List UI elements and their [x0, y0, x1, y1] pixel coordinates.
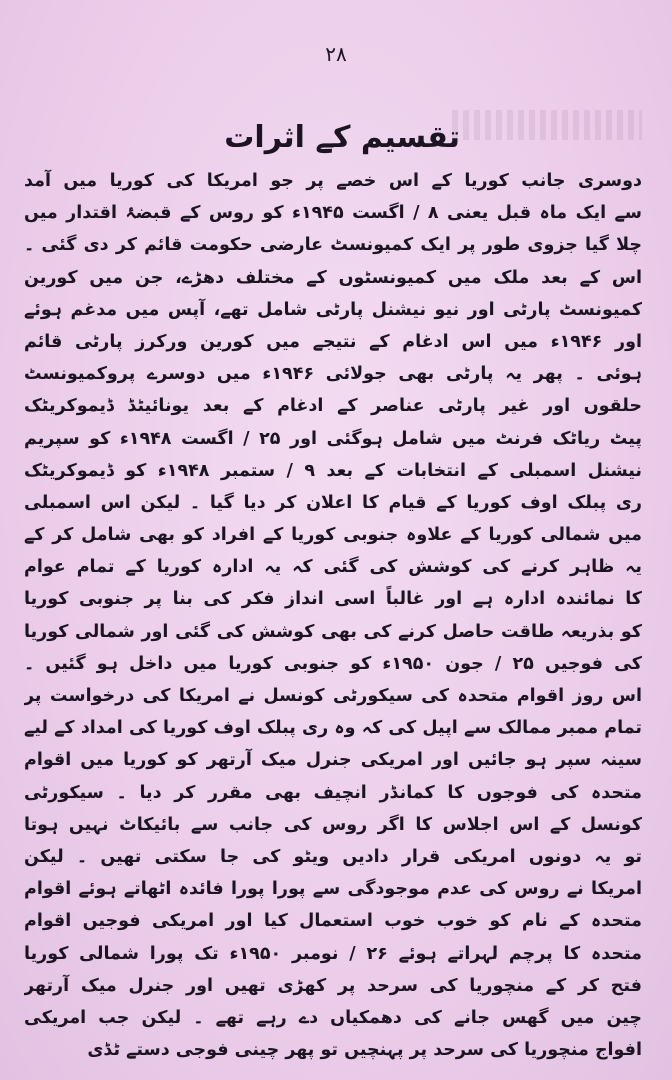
- text-line: کونسل کے اس اجلاس کا اگر روس کی جانب سے بائیکاٹ نہیں ہوتا: [24, 814, 642, 835]
- text-line: اس کے بعد ملک میں کمیونسٹوں کے مختلف دھڑے، جن میں کورین: [24, 267, 642, 288]
- text-line: تمام ممبر ممالک سے اپیل کی کہ وہ ری پبلک اوف کوریا کی امداد کے لیے: [24, 718, 642, 739]
- text-line: متحدہ کا پرچم لہراتے ہوئے ۲۶ / نومبر ۱۹۵۰ء تک پورا شمالی کوریا: [24, 943, 642, 964]
- text-line: کو بذریعہ طاقت حاصل کرنے کی بھی کوشش کی گئی اور شمالی کوریا: [24, 621, 642, 642]
- text-line: کی فوجیں ۲۵ / جون ۱۹۵۰ء کو جنوبی کوریا میں داخل ہو گئیں ۔: [24, 653, 642, 674]
- text-line: چین میں گھس جانے کی دھمکیاں دے رہے تھے ۔ لیکن جب امریکی: [24, 1007, 642, 1028]
- text-line: فتح کر کے منچوریا کی سرحد پر کھڑی تھیں اور جنرل میک آرتھر: [24, 975, 642, 996]
- text-line: پیٹ ریاٹک فرنٹ میں شامل ہوگئی اور ۲۵ / اگست ۱۹۴۸ء کو سپریم: [24, 428, 642, 449]
- text-line: امریکا نے روس کی عدم موجودگی سے پورا پورا فائدہ اٹھاتے ہوئے اقوام: [24, 879, 642, 900]
- text-line: افواج منچوریا کی سرحد پر پہنچیں تو پھر چینی فوجی دستے ٹڈی: [87, 1040, 642, 1061]
- text-line: تو یہ دونوں امریکی قرار دادیں ویٹو کی جا سکتی تھیں ۔ لیکن: [24, 846, 642, 867]
- body-paragraph: [24, 165, 642, 1066]
- text-line: اور ۱۹۴۶ء میں اس ادغام کے نتیجے میں کورین ورکرز پارٹی قائم: [24, 331, 642, 352]
- bleed-through-text: [452, 110, 642, 140]
- text-line: ہوئی ۔ پھر یہ پارٹی بھی جولائی ۱۹۴۶ء میں دوسرے پروکمیونسٹ: [24, 364, 642, 385]
- text-line: نیشنل اسمبلی کے انتخابات کے بعد ۹ / ستمبر ۱۹۴۸ء کو ڈیموکریٹک: [24, 460, 642, 481]
- page-number: ۲۸: [325, 42, 347, 66]
- section-heading: تقسیم کے اثرات: [224, 120, 460, 155]
- text-line: چلا گیا جزوی طور پر ایک کمیونسٹ عارضی حکومت قائم کر دی گئی ۔: [24, 235, 642, 256]
- text-line: اس روز اقوام متحدہ کی سیکورٹی کونسل نے امریکا کی درخواست پر: [24, 686, 642, 706]
- text-line: دوسری جانب کوریا کے اس خصے پر جو امریکا کی کوریا میں آمد: [24, 171, 642, 191]
- text-line: کا نمائندہ ادارہ ہے اور غالباً اسی انداز فکر کی بنا پر جنوبی کوریا: [24, 589, 642, 610]
- text-line: حلقوں اور غیر پارٹی عناصر کے ادغام کے بعد یونائیٹڈ ڈیموکریٹک: [24, 396, 642, 417]
- text-line: کمیونسٹ پارٹی اور نیو نیشنل پارٹی شامل تھے، آپس میں مدغم ہوئے: [24, 299, 642, 320]
- text-line: متحدہ کے نام کو خوب خوب استعمال کیا اور امریکی فوجیں اقوام: [24, 911, 642, 932]
- text-line: متحدہ کی فوجوں کا کمانڈر انچیف بھی مقرر کر دیا ۔ سیکورٹی: [24, 782, 642, 803]
- text-line: ری پبلک اوف کوریا کے قیام کا اعلان کر دیا گیا ۔ لیکن اس اسمبلی: [24, 492, 642, 513]
- text-line: یہ ظاہر کرنے کی کوشش کی گئی کہ یہ ادارہ کوریا کے تمام عوام: [24, 557, 642, 578]
- text-line: میں شمالی کوریا کے علاوہ جنوبی کوریا کے افراد کو بھی شامل کر کے: [24, 525, 642, 546]
- text-line: سے ایک ماہ قبل یعنی ۸ / اگست ۱۹۴۵ء کو روس کے قبضۂ اقتدار میں: [24, 203, 642, 224]
- text-line: سینہ سپر ہو جائیں اور امریکی جنرل میک آرتھر کو کوریا میں اقوام: [24, 750, 642, 771]
